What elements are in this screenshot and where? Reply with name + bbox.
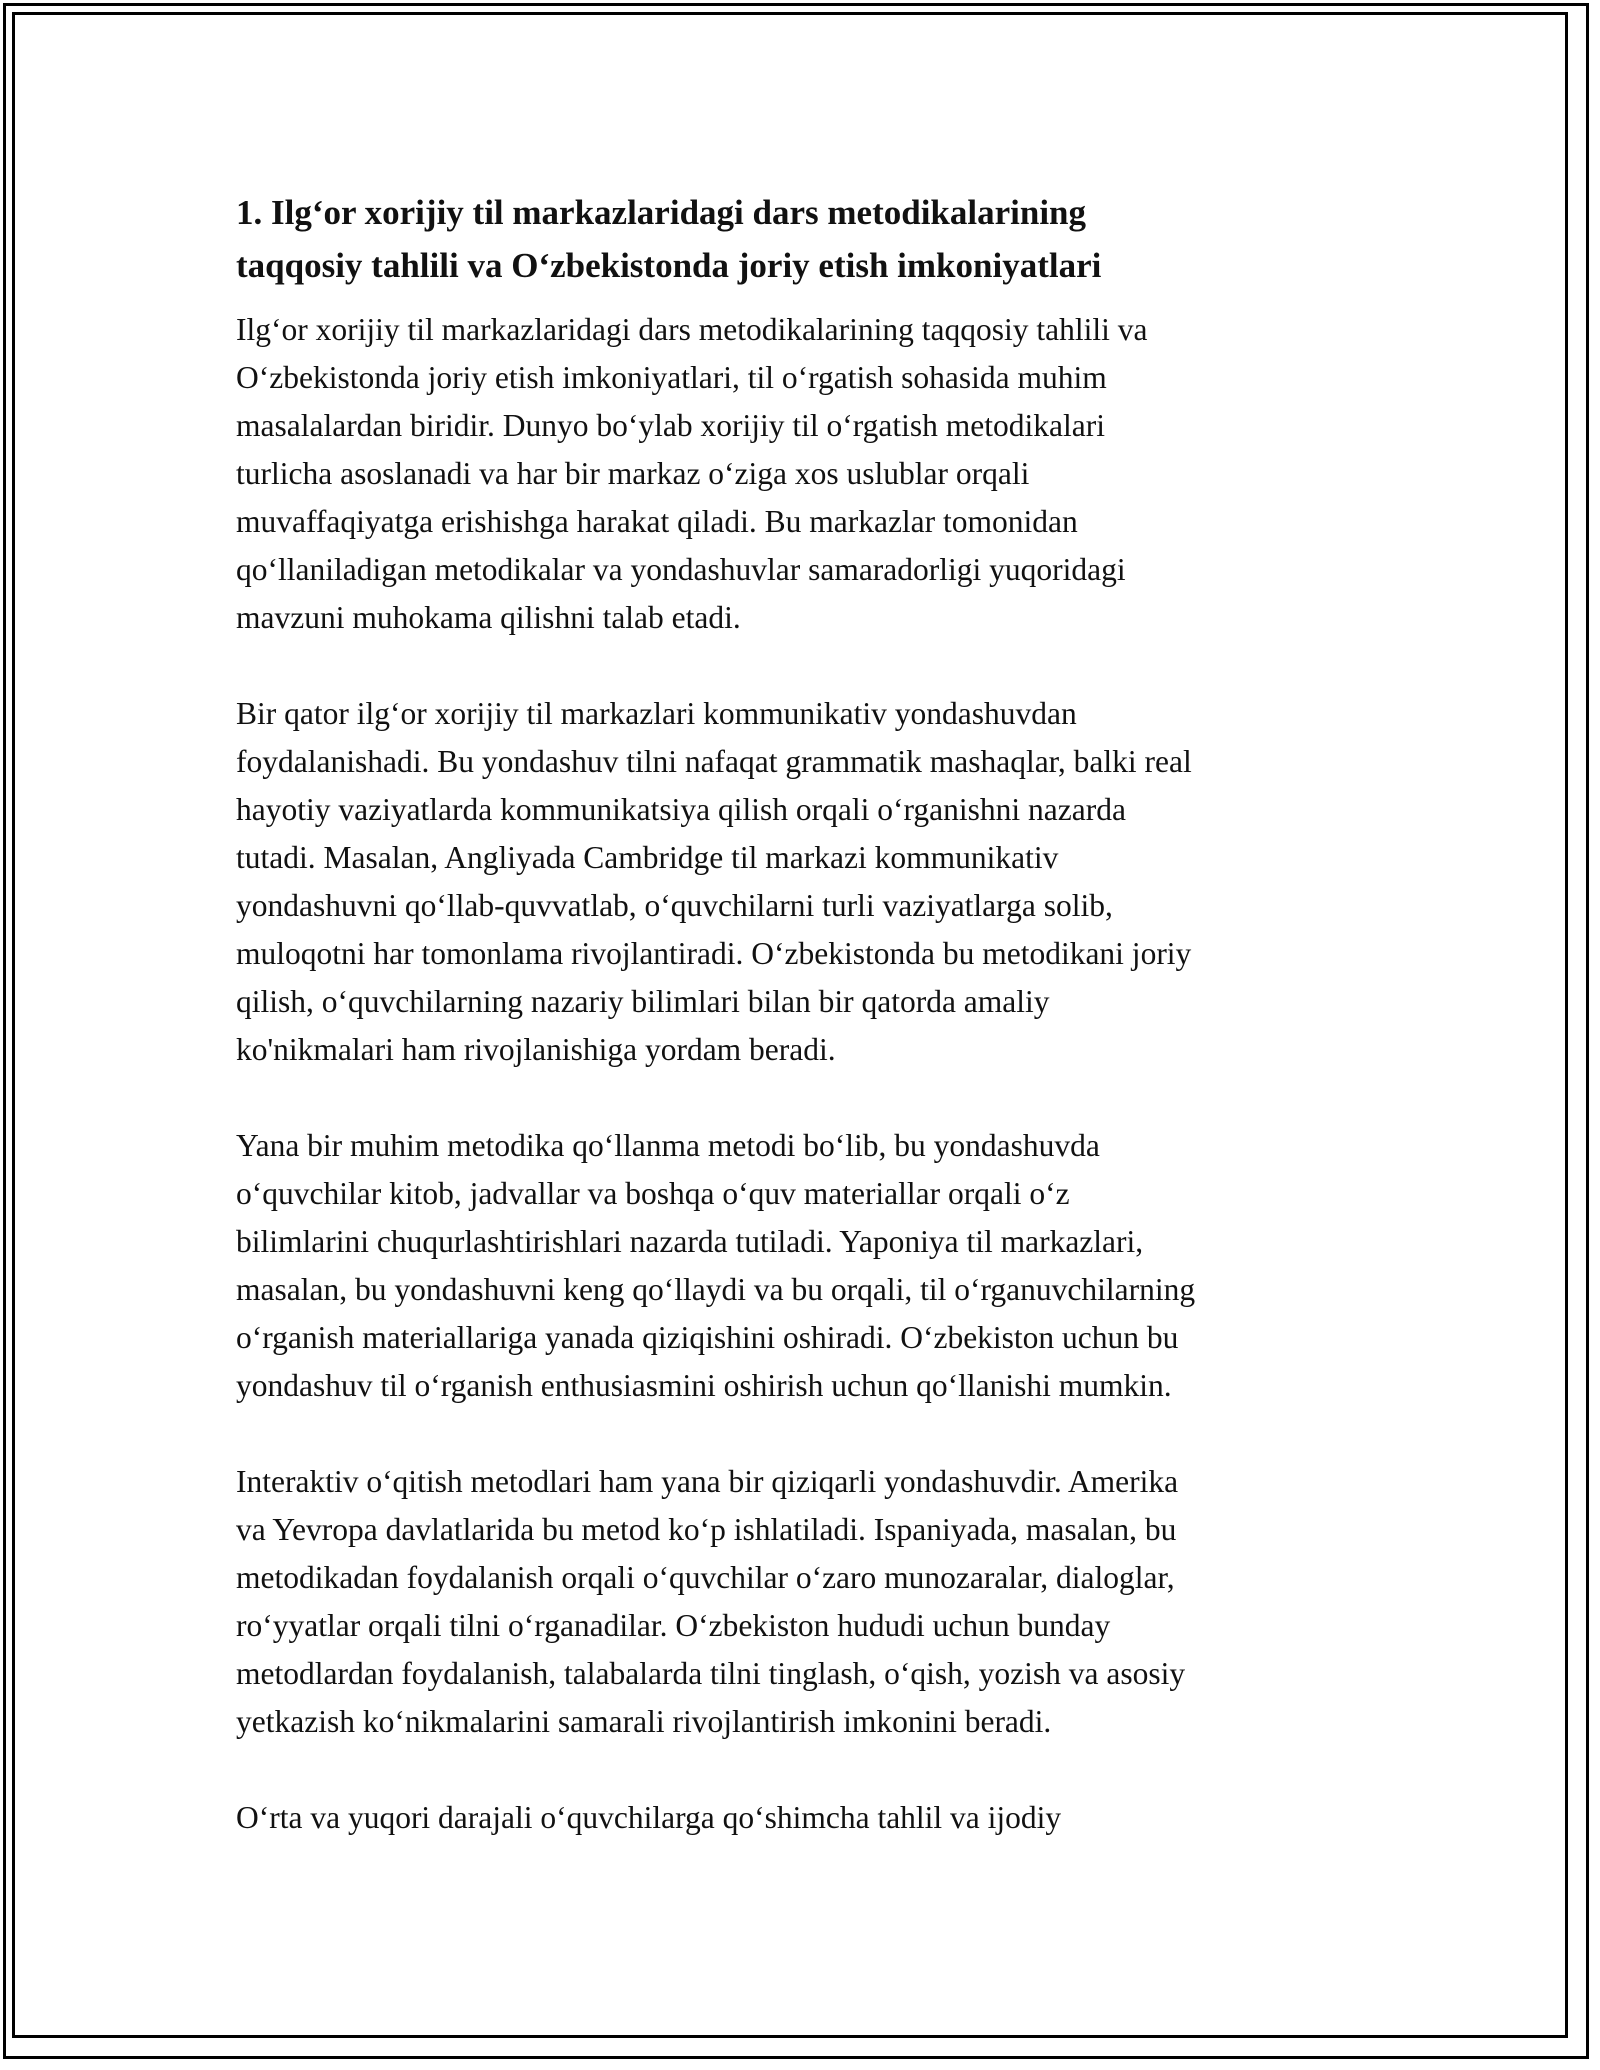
paragraph-1: Ilg‘or xorijiy til markazlaridagi dars metodikalarining taqqosiy tahlili va O‘zbekistonda joriy etish imkoniyatlari, til o‘rgatish sohasida muhim masalalardan biridir. Dunyo bo‘ylab xorijiy til o‘rgatish metodikalari turlicha asoslanadi va har bir markaz o‘ziga xos uslublar orqali muvaffaqiyatga erishishga harakat qiladi. Bu markazlar tomonidan qo‘llaniladigan metodikalar va yondashuvlar samaradorligi yuqoridagi mavzuni muhokama qilishni talab etadi.	[236, 312, 1148, 635]
paragraph-4: Interaktiv o‘qitish metodlari ham yana bir qiziqarli yondashuvdir. Amerika va Yevropa davlatlarida bu metod ko‘p ishlatiladi. Ispaniyada, masalan, bu metodikadan foydalanish orqali o‘quvchilar o‘zaro munozaralar, dialoglar, ro‘yyatlar orqali tilni o‘rganadilar. O‘zbekiston hududi uchun bunday metodlardan foydalanish, talabalarda tilni tinglash, o‘qish, yozish va asosiy yetkazish ko‘nikmalarini samarali rivojlantirish imkonini beradi.	[236, 1464, 1186, 1739]
paragraph-3: Yana bir muhim metodika qo‘llanma metodi bo‘lib, bu yondashuvda o‘quvchilar kitob, jadvallar va boshqa o‘quv materiallar orqali o‘z bilimlarini chuqurlashtirishlari nazarda tutiladi. Yaponiya til markazlari, masalan, bu yondashuvni keng qo‘llaydi va bu orqali, til o‘rganuvchilarning o‘rganish materiallariga yanada qiziqishini oshiradi. O‘zbekiston uchun bu yondashuv til o‘rganish enthusiasmini oshirish uchun qo‘llanishi mumkin.	[236, 1128, 1196, 1403]
document-title: 1. Ilg‘or xorijiy til markazlaridagi dars metodikalarining taqqosiy tahlili va O‘zbekistonda joriy etish imkoniyatlari	[236, 193, 1102, 285]
paragraph-5: O‘rta va yuqori darajali o‘quvchilarga qo‘shimcha tahlil va ijodiy	[236, 1800, 1062, 1835]
document-body	[236, 186, 1366, 1890]
paragraph-2: Bir qator ilg‘or xorijiy til markazlari kommunikativ yondashuvdan foydalanishadi. Bu yondashuv tilni nafaqat grammatik mashaqlar, balki real hayotiy vaziyatlarda kommunikatsiya qilish orqali o‘rganishni nazarda tutadi. Masalan, Angliyada Cambridge til markazi kommunikativ yondashuvni qo‘llab-quvvatlab, o‘quvchilarni turli vaziyatlarga solib, muloqotni har tomonlama rivojlantiradi. O‘zbekistonda bu metodikani joriy qilish, o‘quvchilarning nazariy bilimlari bilan bir qatorda amaliy ko'nikmalari ham rivojlanishiga yordam beradi.	[236, 696, 1192, 1067]
